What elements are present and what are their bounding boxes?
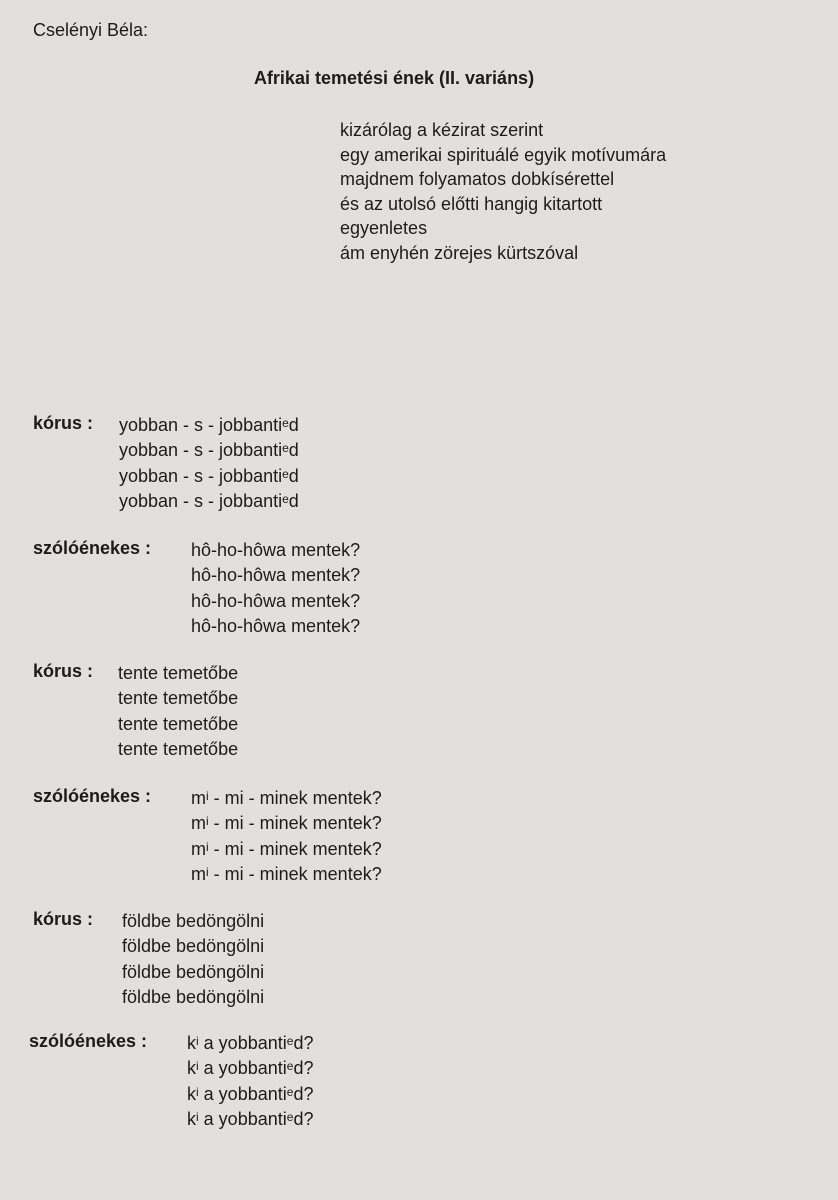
lyric-line: hô-ho-hôwa mentek? [191, 616, 361, 637]
stanza-lines [119, 413, 299, 515]
lyric-line: $k^i$ a yobbanti$^e$d? [187, 1033, 314, 1053]
speaker-label: szólóénekes : [33, 786, 152, 806]
stanza-lines [191, 538, 360, 640]
stanza-lines [191, 786, 382, 888]
author-name: Cselényi Béla: [33, 20, 149, 40]
intro-line: majdnem folyamatos dobkísérettel [340, 169, 615, 190]
intro-line: egyenletes [340, 218, 428, 239]
intro-line: és az utolsó előtti hangig kitartott [340, 193, 603, 214]
lyric-line: hô-ho-hôwa mentek? [191, 590, 361, 611]
speaker-label: kórus : [33, 413, 94, 433]
lyric-line: $m^i$ - mi - minek mentek? [191, 788, 382, 808]
lyric-line: tente temetőbe [118, 713, 239, 734]
lyric-line: $k^i$ a yobbanti$^e$d? [187, 1058, 314, 1079]
stanza-lines [122, 909, 264, 1011]
lyric-line: hô-ho-hôwa mentek? [191, 540, 361, 560]
lyric-line: yobban - s - jobbanti$^e$d [119, 440, 299, 461]
stanza-lines [187, 1031, 313, 1133]
speaker-label: kórus : [33, 909, 94, 929]
stanza-lines [118, 661, 238, 763]
lyric-line: $m^i$ - mi - minek mentek? [191, 864, 382, 885]
speaker-label: szólóénekes : [29, 1031, 148, 1051]
lyric-line: tente temetőbe [118, 739, 239, 760]
lyric-line: földbe bedöngölni [122, 961, 265, 982]
lyric-line: $m^i$ - mi - minek mentek? [191, 838, 382, 859]
lyric-line: hô-ho-hôwa mentek? [191, 565, 361, 586]
lyric-line: yobban - s - jobbanti$^e$d [119, 491, 299, 512]
intro-line: egy amerikai spirituálé egyik motívumára [340, 144, 667, 165]
lyric-line: tente temetőbe [118, 688, 239, 709]
lyric-line: yobban - s - jobbanti$^e$d [119, 415, 299, 435]
speaker-label: kórus : [33, 661, 94, 681]
intro-line: ám enyhén zörejes kürtszóval [340, 242, 579, 263]
lyric-line: $k^i$ a yobbanti$^e$d? [187, 1083, 314, 1104]
speaker-label: szólóénekes : [33, 538, 152, 558]
lyric-line: yobban - s - jobbanti$^e$d [119, 465, 299, 486]
poem-title: Afrikai temetési ének (II. variáns) [253, 68, 535, 88]
lyric-line: földbe bedöngölni [122, 911, 265, 931]
lyric-line: $m^i$ - mi - minek mentek? [191, 813, 382, 834]
intro-stanza [340, 118, 666, 266]
lyric-line: földbe bedöngölni [122, 987, 265, 1008]
intro-line: kizárólag a kézirat szerint [340, 120, 544, 140]
lyric-line: tente temetőbe [118, 663, 239, 683]
lyric-line: földbe bedöngölni [122, 936, 265, 957]
lyric-line: $k^i$ a yobbanti$^e$d? [187, 1109, 314, 1130]
